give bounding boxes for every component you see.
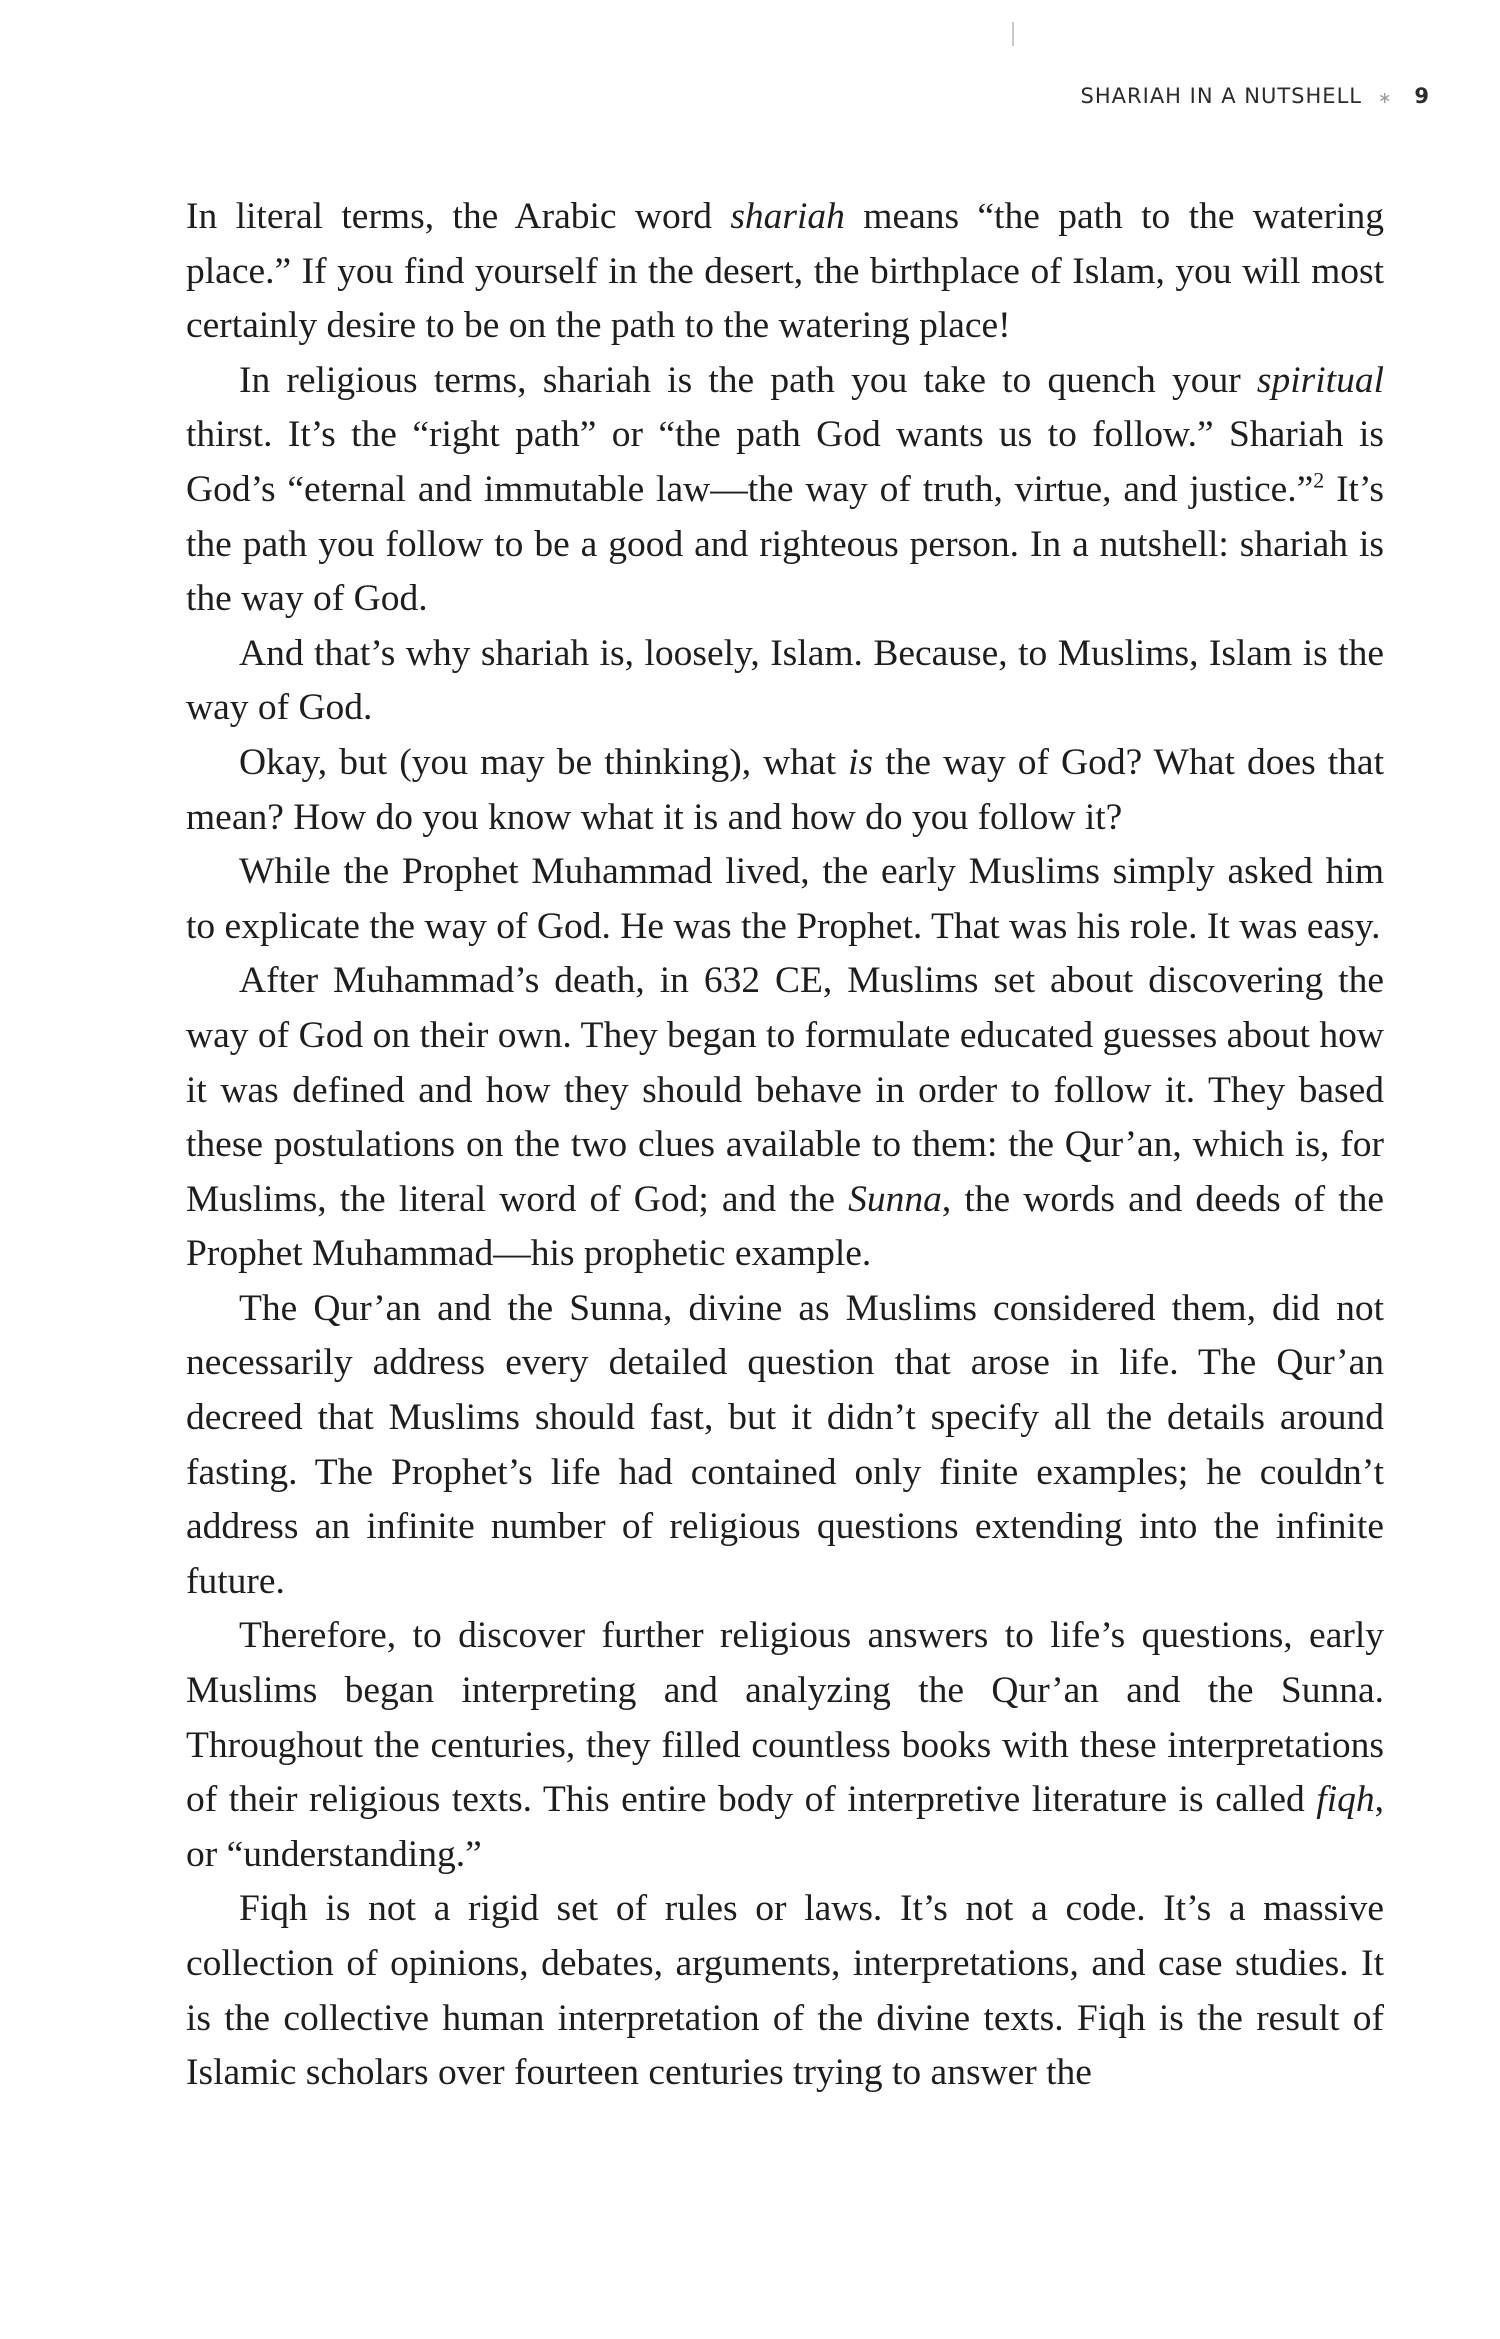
page-number: 9: [1414, 84, 1430, 108]
paragraph: [186, 1609, 1384, 1882]
text-run: Fiqh is not a rigid set of rules or laws. It’s not a code. It’s a massive collection of opinions, debates, arguments, interpretations, and case studies. It is the collective human interpretation of the divine texts. Fiqh is the result of Islamic scholars over fourteen centuries trying to answer the: [186, 1888, 1384, 2094]
text-run: The Qur’an and the Sunna, divine as Muslims considered them, did not necessarily address every detailed question that arose in life. The Qur’an decreed that Muslims should fast, but it didn’t specify all the details around fasting. The Prophet’s life had contained only finite examples; he couldn’t address an infinite number of religious questions extending into the infinite future.: [186, 1287, 1384, 1602]
ornament-icon: ∗: [1377, 87, 1393, 107]
text-run: While the Prophet Muhammad lived, the early Muslims simply asked him to explicate the way of God. He was the Prophet. That was his role. It was easy.: [186, 851, 1384, 947]
body-text: [186, 190, 1384, 2101]
paragraph: [186, 354, 1384, 627]
paragraph: [186, 845, 1384, 954]
text-run: In literal terms, the Arabic word: [186, 196, 731, 237]
paragraph: [186, 627, 1384, 736]
text-run: , the words and deeds of the Prophet Muhammad—his prophetic example.: [186, 1178, 1384, 1275]
text-run: means “the path to the watering place.” If you find yourself in the desert, the birthplace of Islam, you will most certainly desire to be on the path to the watering place!: [186, 196, 1385, 347]
text-run: Therefore, to discover further religious answers to life’s questions, early Muslims began interpreting and analyzing the Qur’an and the Sunna. Throughout the centuries, they filled countless books with these interpretations of their religious texts. This entire body of interpretive literature is called: [186, 1615, 1384, 1821]
text-run: Okay, but (you may be thinking), what: [239, 741, 849, 783]
paragraph: [186, 736, 1384, 845]
italic-term: Sunna: [848, 1178, 942, 1220]
italic-term: fiqh: [1316, 1779, 1375, 1821]
italic-term: is: [848, 741, 874, 783]
text-run: And that’s why shariah is, loosely, Islam. Because, to Muslims, Islam is the way of God.: [186, 632, 1384, 729]
paragraph: [186, 1882, 1384, 2100]
text-run: thirst. It’s the “right path” or “the path God wants us to follow.” Shariah is God’s “eternal and immutable law—the way of truth, virtue, and justice.”: [186, 414, 1384, 510]
text-run: After Muhammad’s death, in 632 CE, Muslims set about discovering the way of God on their own. They began to formulate educated guesses about how it was defined and how they should behave in order to follow it. They based these postulations on the two clues available to them: the Qur’an, which is, for Muslims, the literal word of God; and the: [186, 960, 1384, 1220]
paragraph: [186, 954, 1384, 1282]
running-head-title: SHARIAH IN A NUTSHELL: [1080, 84, 1362, 108]
text-run: , or “understanding.”: [186, 1779, 1384, 1875]
paragraph: [186, 1282, 1384, 1610]
text-run: In religious terms, shariah is the path you take to quench your: [239, 359, 1257, 401]
text-run: the way of God? What does that mean? How do you know what it is and how do you follow it?: [186, 741, 1384, 838]
running-head: [1081, 84, 1430, 108]
text-run: It’s the path you follow to be a good and righteous person. In a nutshell: shariah is the way of God.: [186, 468, 1384, 620]
footnote-marker: 2: [1313, 467, 1325, 493]
italic-term: spiritual: [1256, 359, 1384, 401]
italic-term: shariah: [730, 196, 845, 237]
paragraph: [186, 190, 1384, 354]
scan-mark: [1012, 22, 1014, 46]
